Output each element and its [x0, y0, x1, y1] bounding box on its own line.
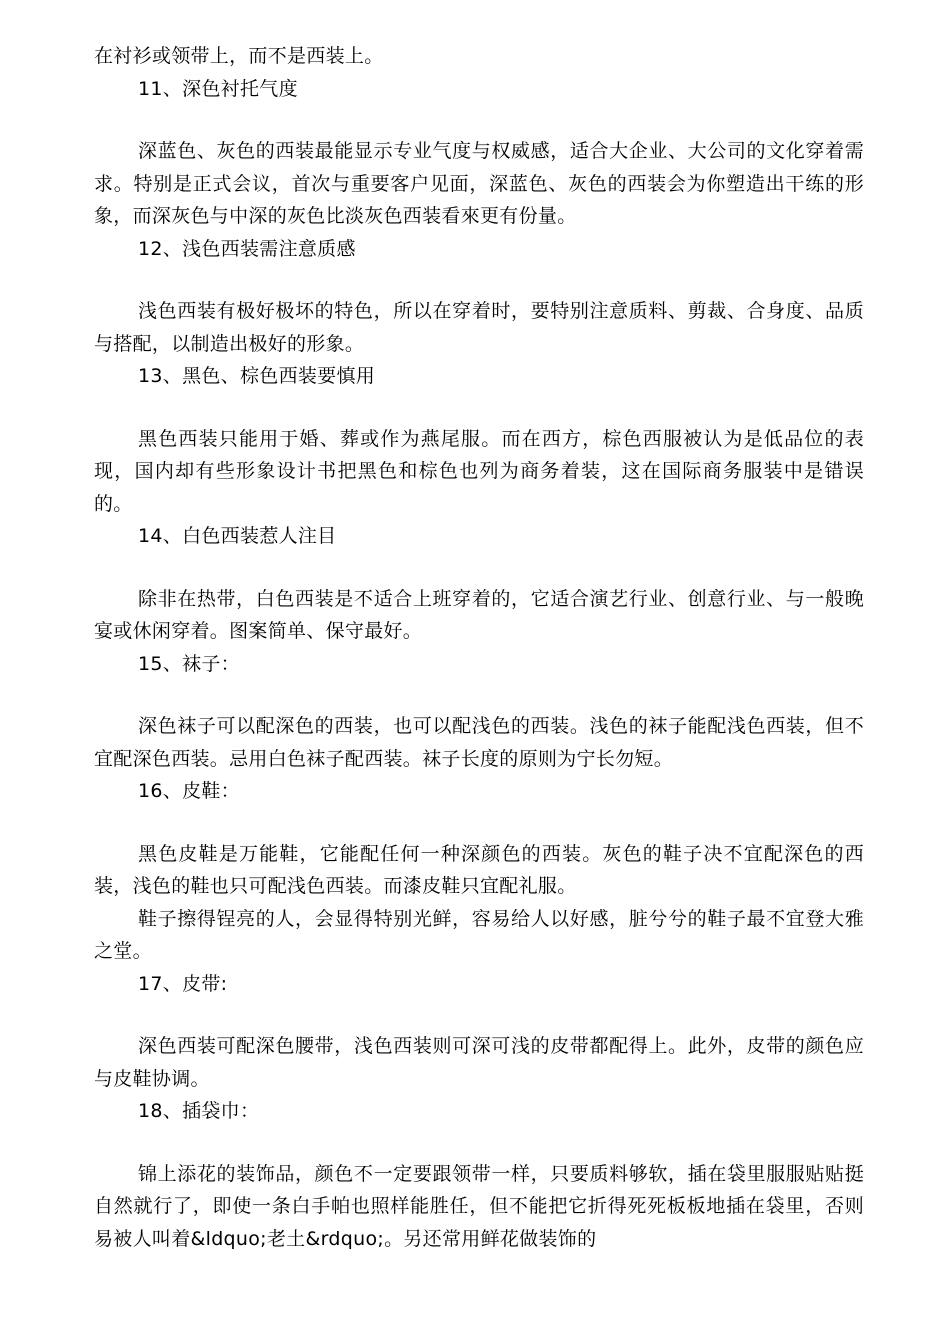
section-heading-12: 12、浅色西装需注意质感 [138, 237, 356, 260]
section-paragraph-17: 深色西装可配深色腰带，浅色西装则可深可浅的皮带都配得上。此外，皮带的颜色应与皮鞋协调。 [94, 1035, 864, 1090]
continuation-text: 在衬衫或领带上，而不是西装上。 [94, 45, 384, 67]
section-heading-13: 13、黑色、棕色西装要慎用 [138, 365, 376, 387]
section-heading-14: 14、白色西装惹人注目 [138, 525, 337, 547]
section-heading-11: 11、深色衬托气度 [138, 77, 298, 100]
section-paragraph-14: 除非在热带，白色西装是不适合上班穿着的，它适合演艺行业、创意行业、与一般晚宴或休闲穿着。图案简单、保守最好。 [94, 587, 864, 642]
spacer [94, 1128, 864, 1158]
section-heading-16: 16、皮鞋： [138, 780, 240, 802]
section-paragraph-11: 深蓝色、灰色的西装最能显示专业气度与权威感，适合大企业、大公司的文化穿着需求。特别是正式会议，首次与重要客户见面，深蓝色、灰色的西装会为你塑造出干练的形象，而深灰色与中深的灰色比淡灰色西装看來更有份量。 [94, 140, 864, 227]
section-paragraph-16a: 黑色皮鞋是万能鞋，它能配任何一种深颜色的西装。灰色的鞋子决不宜配深色的西装，浅色的鞋也只可配浅色西装。而漆皮鞋只宜配礼服。 [94, 842, 864, 897]
section-paragraph-13: 黑色西装只能用于婚、葬或作为燕尾服。而在西方，棕色西服被认为是低品位的表现，国内却有些形象设计书把黑色和棕色也列为商务着装，这在国际商务服装中是错误的。 [94, 427, 864, 515]
section-paragraph-15: 深色袜子可以配深色的西装，也可以配浅色的西装。浅色的袜子能配浅色西装，但不宜配深色西装。忌用白色袜子配西装。袜子长度的原则为宁长勿短。 [94, 715, 864, 770]
spacer [94, 808, 864, 838]
section-heading-15: 15、袜子： [138, 652, 240, 675]
section-paragraph-12: 浅色西装有极好极坏的特色，所以在穿着时，要特别注意质料、剪裁、合身度、品质与搭配，以制造出极好的形象。 [94, 300, 864, 355]
document-page [94, 40, 864, 1255]
section-paragraph-18: 锦上添花的装饰品，颜色不一定要跟领带一样，只要质料够软，插在袋里服服贴贴挺自然就行了，即使一条白手帕也照样能胜任，但不能把它折得死死板板地插在袋里，否则易被人叫着&ldquo;老土&rdquo;。另还常用鲜花做装饰的 [94, 1162, 864, 1250]
spacer [94, 680, 864, 710]
section-heading-18: 18、插袋巾： [138, 1100, 260, 1122]
spacer [94, 553, 864, 583]
spacer [94, 1000, 864, 1030]
spacer [94, 105, 864, 135]
spacer [94, 265, 864, 295]
spacer [94, 393, 864, 423]
section-heading-17: 17、皮带: [138, 972, 228, 995]
section-paragraph-16b: 鞋子擦得锃亮的人，会显得特别光鲜，容易给人以好感，脏兮兮的鞋子最不宜登大雅之堂。 [94, 907, 864, 962]
